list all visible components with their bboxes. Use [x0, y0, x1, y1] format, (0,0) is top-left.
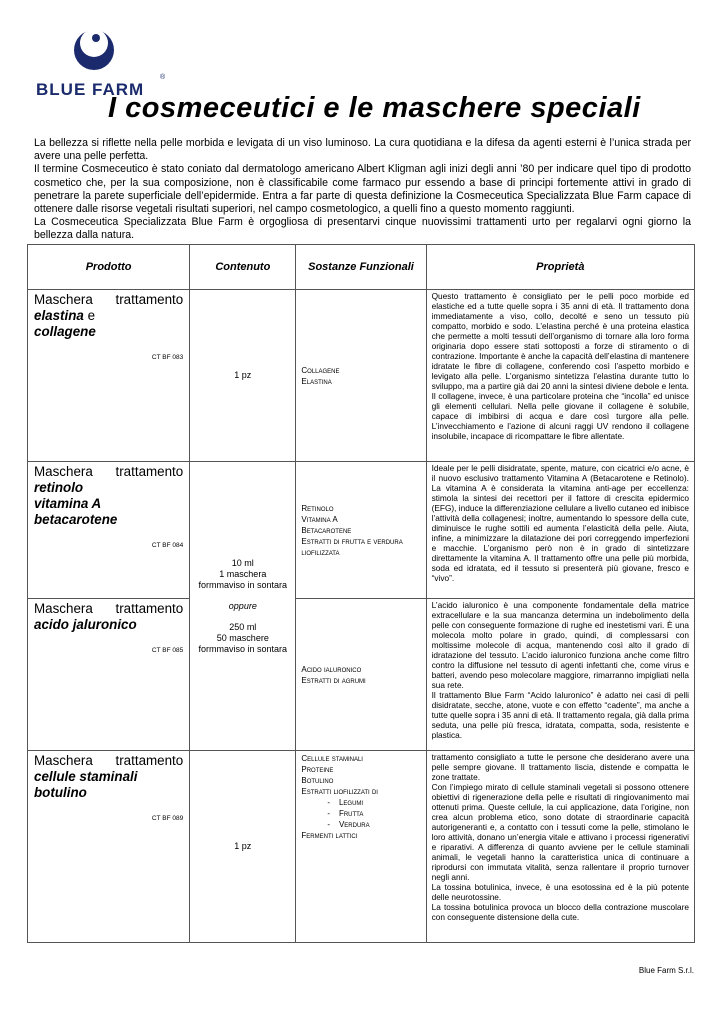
product-cell — [28, 599, 190, 751]
property-text: La tossina botulinica, invece, è una esotossina ed è la più potente delle neurotossine. — [431, 882, 689, 902]
footer-company: Blue Farm S.r.l. — [638, 966, 694, 975]
product-prefix: Maschera trattamento — [34, 753, 184, 768]
content-line: 10 ml — [231, 557, 254, 568]
product-name: acido jaluronico — [34, 617, 137, 632]
substances-cell — [296, 290, 426, 462]
product-code: CT BF 083 — [151, 354, 184, 361]
substances-cell — [296, 462, 426, 599]
property-text: Il trattamento Blue Farm “Acido Ialuronico” è adatto nei casi di pelli disidratate, secche, atone, vuote e con effetto “cadente”, ma anche a tutte quelle sopra i 35 anni di età. Il trattamento regala, già dalla prima seduta, una pelle più fresca, idratata, compatta, soda, resistente e plastica. — [431, 690, 689, 740]
substance: Cellule staminali — [301, 754, 363, 763]
page-title: I cosmeceutici e le maschere speciali — [108, 92, 641, 124]
substance-sub-item: - Frutta — [327, 809, 364, 818]
property-text: trattamento consigliato a tutte le persone che desiderano avere una pelle sempre giovane. Il trattamento liscia, distende e compatta le zone trattate. — [431, 752, 689, 782]
table-row — [28, 462, 695, 599]
product-prefix: Maschera trattamento — [34, 601, 184, 616]
product-name: retinolo — [34, 480, 84, 495]
substance: Fermenti lattici — [301, 831, 358, 840]
content-line: formmaviso in sontara — [198, 643, 288, 654]
product-name: collagene — [34, 324, 96, 339]
content-oppure: oppure — [228, 600, 257, 611]
product-name: cellule staminali — [34, 769, 138, 784]
property-text: La tossina botulinica provoca un blocco della contrazione muscolare con conseguente distensione della cute. — [431, 902, 689, 922]
content-line: formmaviso in sontara — [198, 579, 288, 590]
property-text: L’acido ialuronico è una componente fondamentale della matrice extracellulare e la sua mancanza determina un indebolimento della pelle con conseguente formazione di rughe ed inestetismi vari. È una molecola molto polare in grado, quindi, di complessarsi con moltissime molecole di acqua, mantenendo così alto il grado di idratazione del tessuto. L’acido ialuronico funziona anche come filtro contro la diffusione nel tessuto di agenti infettanti che, come virus e batteri, avendo peso molecolare maggiore, rimarranno impigliati nella sua rete. — [431, 600, 689, 690]
substance-sub-item: - Verdura — [327, 820, 370, 829]
substance: Betacarotene — [301, 525, 352, 535]
content-line: 250 ml — [229, 621, 257, 632]
content-cell — [190, 462, 296, 751]
intro-text — [34, 137, 691, 243]
header-contenuto: Contenuto — [190, 245, 296, 290]
product-name: betacarotene — [34, 512, 118, 527]
product-cell — [28, 290, 190, 462]
product-code: CT BF 084 — [151, 542, 184, 549]
header-prodotto: Prodotto — [28, 245, 190, 290]
product-table — [27, 244, 695, 943]
intro-paragraph: Il termine Cosmeceutico è stato coniato dal dermatologo americano Albert Kligman agli inizi degli anni ’80 per indicare quel tipo di prodotto cosmetico che, per la sua composizione, non è classificabile come farmaco pur essendo a base di principi fortemente attivi in grado di penetrare la parete superficiale dell’epidermide. Entra a far parte di questa definizione la Cosmeceutica Specializzata Blue Farm capace di ottenere dalle risorse vegetali risultati superiori, nel campo cosmetologico, a quelli fino a questo momento raggiunti. — [34, 163, 691, 216]
substance: Retinolo — [301, 503, 334, 513]
brand-name: BLUE FARM — [36, 80, 145, 99]
substance: Estratti di agrumi — [301, 675, 366, 685]
content-cell: 1 pz — [190, 290, 296, 462]
table-row — [28, 599, 695, 751]
substance: Acido ialuronico — [301, 664, 362, 674]
substance: Vitamina A — [301, 514, 338, 524]
product-name: vitamina A — [34, 496, 102, 511]
property-cell — [426, 290, 694, 462]
content-cell: 1 pz — [190, 751, 296, 943]
content-line: 50 maschere — [216, 632, 269, 643]
substances-cell — [296, 751, 426, 943]
property-cell — [426, 462, 694, 599]
intro-paragraph: La Cosmeceutica Specializzata Blue Farm è orgogliosa di presentarvi cinque nuovissimi trattamenti urto per regalarvi ogni giorno la bellezza dalla natura. — [34, 216, 691, 242]
property-text: Ideale per le pelli disidratate, spente, mature, con cicatrici e/o acne, è il nuovo esclusivo trattamento Vitamina A (Betacarotene e Retinolo). La vitamina A è considerata la vitamina anti-age per eccellenza: stimola la sintesi dei recettori per il fattore di crescita epidermico (EFG), induce la differenziazione cellulare a livello cutaneo ed inibisce l’attività della collagenesi; inoltre, aumentando lo spessore della cute, diminuisce le rughe sottili ed aumenta l’elasticità della pelle. Aiuta, infine, a minimizzare la dilatazione dei pori correggendo imperfezioni e macchie. L’organismo però non è in grado di sintetizzare direttamente la vitamina A. Il trattamento offre una pelle più morbida, soda ed idratata, ed il tessuto si presenterà più giovane, fresco e “vivo”. — [431, 463, 689, 583]
substances-cell — [296, 599, 426, 751]
logo — [32, 28, 172, 98]
property-text: Con l’impiego mirato di cellule staminali vegetali si possono ottenere obiettivi di rigenerazione della pelle e risultati di ringiovanimento mai ottenuti prima. Queste cellule, la cui applicazione, data l’origine, non crea alcun problema etico, sono dotate di straordinarie capacità autorigeneranti e, a contatto con i tessuti come la pelle, stimolano le loro attività, donano un’energia vitale e attivano i processi rigenerativi e riparativi. A differenza di quanto avviene per le cellule staminali animali, le vegetali hanno la caratteristica unica di continuare a riprodursi con immutata vitalità, senza rallentare il proprio turnover negli anni. — [431, 782, 689, 882]
header-sostanze: Sostanze Funzionali — [296, 245, 426, 290]
product-prefix: Maschera trattamento — [34, 464, 184, 479]
content-line: 1 maschera — [219, 568, 267, 579]
substance: Botulino — [301, 776, 334, 785]
substance: Elastina — [301, 376, 332, 386]
table-row — [28, 751, 695, 943]
substance-sub-label: Legumi — [338, 798, 364, 807]
product-code: CT BF 089 — [151, 815, 184, 822]
property-cell — [426, 751, 694, 943]
product-prefix: Maschera trattamento — [34, 292, 184, 307]
product-name: elastina — [34, 308, 84, 323]
substance-sub-label: Frutta — [338, 809, 364, 818]
product-name-mid: e — [83, 308, 96, 323]
substance: Estratti di frutta e verdura liofilizzata — [301, 536, 403, 557]
substance-sub-label: Verdura — [338, 820, 370, 829]
product-cell — [28, 462, 190, 599]
substance: Proteine — [301, 765, 334, 774]
product-code: CT BF 085 — [151, 647, 184, 654]
table-row — [28, 290, 695, 462]
registered-mark: ® — [160, 74, 166, 81]
substance: Estratti liofilizzati di — [301, 787, 378, 796]
substance-sub-item: - Legumi — [327, 798, 364, 807]
header-proprieta: Proprietà — [426, 245, 694, 290]
property-text: Questo trattamento è consigliato per le pelli poco morbide ed elastiche ed a tutte quelle sopra i 35 anni di età. Il trattamento dona immediatamente a viso, collo, decolté e seno un tessuto più compatto, morbido e sodo. L’elastina perché è una proteina elastica che permette a molti tessuti dell’organismo di tornare alla loro forma originaria dopo essere stati sottoposti a forze di stiramento o di contrazione. Importante è anche la capacità dell’elastina di mantenere idratate le fibre di collagene, conferendo così l’aspetto morbido e levigato alla pelle. L’organismo sintetizza l’elastina durante tutto lo sviluppo, ma a partire già dai 20 anni la sintesi diviene debole e lenta. Il collagene, invece, è una particolare proteina che “incolla” ed unisce gli elementi cellulari. Nella pelle giovane il collagene è solubile, capace di imbibirsi di acqua e dare così turgore alla pelle. L’invecchiamento e l’azione di alcuni raggi UV rendono il collagene insolubile, incapace di ricompattare le fibre allentate. — [431, 291, 689, 441]
intro-paragraph: La bellezza si riflette nella pelle morbida e levigata di un viso luminoso. La cura quotidiana e la difesa da agenti esterni è l’unica strada per avere una pelle perfetta. — [34, 137, 691, 163]
product-name: botulino — [34, 785, 87, 800]
moon-logo-icon — [72, 28, 116, 72]
product-cell — [28, 751, 190, 943]
property-cell — [426, 599, 694, 751]
substance: Collagene — [301, 365, 340, 375]
table-header-row — [28, 245, 695, 290]
